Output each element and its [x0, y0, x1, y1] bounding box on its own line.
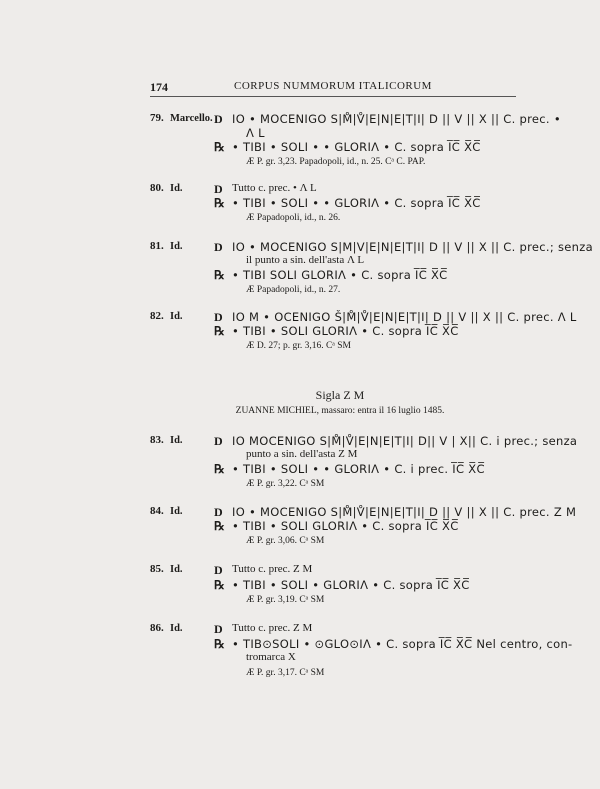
obverse-legend: IO • MOCENIGO S|M|V|E|N|E|T|I| D || V || X || C. prec.; senza — [232, 240, 593, 254]
obverse-continuation: il punto a sin. dell'asta Λ L — [246, 254, 365, 266]
obverse-legend: IO M • OCENIGO Š|M̊|V̊|E|N|E|T|I| D || V || X || C. prec. Λ L — [232, 310, 577, 324]
reverse-legend: • TIBI • SOLI • • GLORIΛ • C. sopra I̅C̅ X̅C̅ — [232, 196, 481, 210]
obverse-symbol: D — [214, 505, 223, 519]
reverse-legend: • TIB⊙SOLI • ⊙GLO⊙IΛ • C. sopra I̅C̅ X̅C̅ Nel centro, con- — [232, 637, 573, 651]
section-subtitle: ZUANNE MICHIEL, massaro: entra il 16 luglio 1485. — [235, 406, 445, 416]
entry-number: 79. — [150, 112, 164, 124]
entry-number: 84. — [150, 505, 164, 517]
entry-name: Id. — [170, 241, 183, 252]
reverse-symbol: ℞ — [214, 140, 225, 154]
entry-number: 85. — [150, 563, 164, 575]
reverse-legend: • TIBI • SOLI GLORIΛ • C. sopra I̅C̅ X̅C̅ — [232, 324, 459, 338]
entry-reference: Æ P. gr. 3,23. Papadopoli, id., n. 25. Cᵃ C. PAP. — [246, 157, 426, 167]
running-title: CORPUS NUMMORUM ITALICORUM — [234, 80, 432, 92]
obverse-continuation: punto a sin. dell'asta Z M — [246, 448, 358, 460]
entry-reference: Æ P. gr. 3,22. Cᵃ SM — [246, 479, 325, 489]
reverse-symbol: ℞ — [214, 578, 225, 592]
entry-number: 81. — [150, 240, 164, 252]
reverse-continuation: tromarca X — [246, 651, 296, 663]
reverse-legend: • TIBI • SOLI • GLORIΛ • C. sopra I̅C̅ X̅C̅ — [232, 578, 470, 592]
entry-name: Marcello. — [170, 113, 213, 124]
obverse-symbol: D — [214, 434, 223, 448]
reverse-legend: • TIBI SOLI GLORIΛ • C. sopra I̅C̅ X̅C̅ — [232, 268, 448, 282]
reverse-legend: • TIBI • SOLI GLORIΛ • C. sopra I̅C̅ X̅C̅ — [232, 519, 459, 533]
reverse-symbol: ℞ — [214, 519, 225, 533]
obverse-symbol: D — [214, 622, 223, 636]
reverse-legend: • TIBI • SOLI • • GLORIΛ • C. sopra I̅C̅ X̅C̅ — [232, 140, 481, 154]
entry-name: Id. — [170, 311, 183, 322]
header-rule — [150, 96, 516, 97]
entry-reference: Æ Papadopoli, id., n. 27. — [246, 285, 341, 295]
reverse-symbol: ℞ — [214, 196, 225, 210]
obverse-symbol: D — [214, 310, 223, 324]
entry-number: 83. — [150, 434, 164, 446]
entry-name: Id. — [170, 435, 183, 446]
page-number: 174 — [150, 80, 168, 94]
obverse-legend: Tutto c. prec. Z M — [232, 563, 313, 575]
entry-name: Id. — [170, 623, 183, 634]
entry-number: 80. — [150, 182, 164, 194]
reverse-symbol: ℞ — [214, 268, 225, 282]
obverse-legend: IO MOCENIGO S|M̊|V̊|E|N|E|T|I| D|| V | X|| C. i prec.; senza — [232, 434, 578, 448]
entry-reference: Æ D. 27; p. gr. 3,16. Cᵃ SM — [246, 341, 352, 351]
reverse-legend: • TIBI • SOLI • • GLORIΛ • C. i prec. I̅C̅ X̅C̅ — [232, 462, 485, 476]
obverse-symbol: D — [214, 112, 223, 126]
obverse-legend: Tutto c. prec. • Λ L — [232, 182, 317, 194]
section-title: Sigla Z M — [315, 388, 365, 402]
entry-number: 86. — [150, 622, 164, 634]
entry-number: 82. — [150, 310, 164, 322]
obverse-continuation: Λ L — [246, 126, 265, 140]
obverse-symbol: D — [214, 240, 223, 254]
obverse-legend: IO • MOCENIGO S|M̊|V̊|E|N|E|T|I| D || V || X || C. prec. • — [232, 112, 561, 126]
reverse-symbol: ℞ — [214, 324, 225, 338]
entry-reference: Æ P. gr. 3,06. Cᵃ SM — [246, 536, 325, 546]
entry-reference: Æ Papadopoli, id., n. 26. — [246, 213, 341, 223]
entry-reference: Æ P. gr. 3,19. Cᵃ SM — [246, 595, 325, 605]
obverse-legend: Tutto c. prec. Z M — [232, 622, 313, 634]
entry-reference: Æ P. gr. 3,17. Cᵃ SM — [246, 668, 325, 678]
reverse-symbol: ℞ — [214, 462, 225, 476]
obverse-legend: IO • MOCENIGO S|M̊|V̊|E|N|E|T|I| D || V || X || C. prec. Z M — [232, 505, 577, 519]
reverse-symbol: ℞ — [214, 637, 225, 651]
entry-name: Id. — [170, 564, 183, 575]
entry-name: Id. — [170, 506, 183, 517]
obverse-symbol: D — [214, 563, 223, 577]
obverse-symbol: D — [214, 182, 223, 196]
entry-name: Id. — [170, 183, 183, 194]
